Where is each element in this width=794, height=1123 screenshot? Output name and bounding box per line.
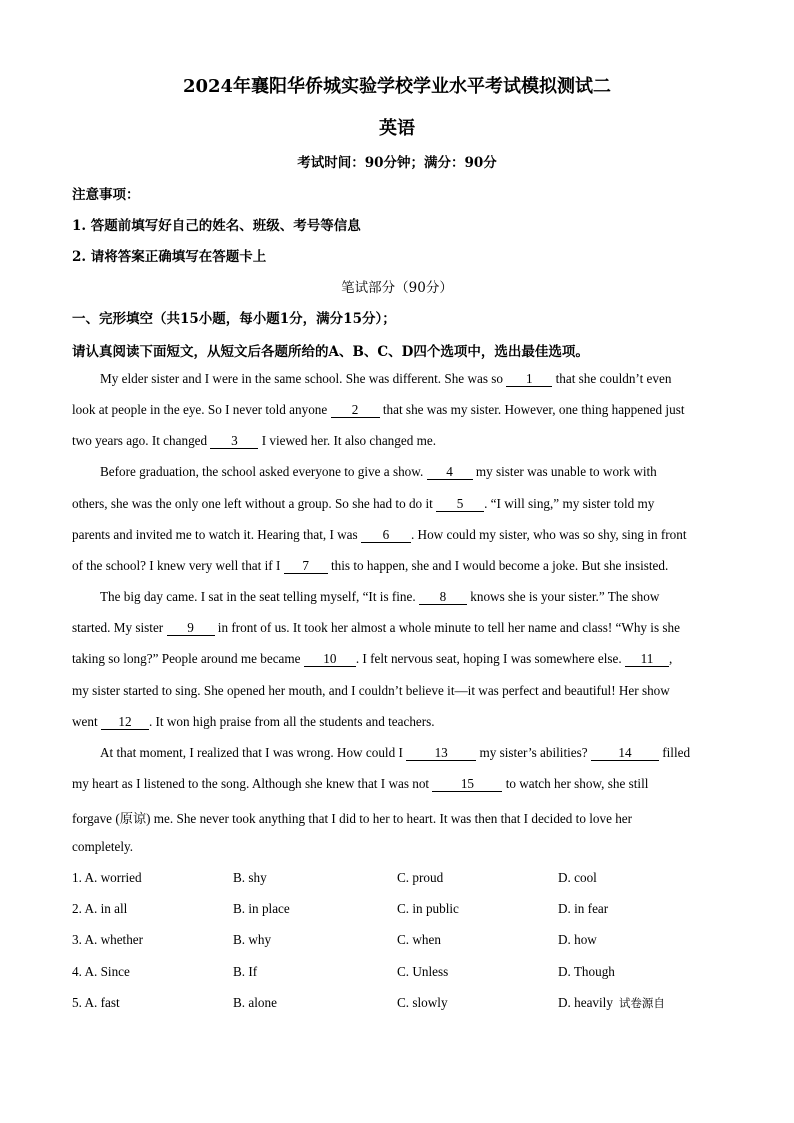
part-title: 一、完形填空（共15小题，每小题1分，满分15分）； (72, 311, 396, 327)
option-a: 2. A. in all (72, 901, 128, 916)
blank-9: 9 (167, 621, 215, 636)
note-item-2: 2. 请将答案正确填写在答题卡上 (72, 249, 267, 265)
passage-text: others, she was the only one left without a group. So she had to do it (72, 496, 437, 511)
instruction: 请认真阅读下面短文，从短文后各题所给的A、B、C、D四个选项中，选出最佳选项。 (72, 344, 589, 360)
passage-text: this to happen, she and I would become a joke. But she insisted. (327, 558, 669, 573)
option-d: D. in fear (558, 901, 609, 916)
passage-line (100, 464, 657, 480)
passage-line (72, 620, 680, 636)
blank-15: 15 (432, 777, 502, 792)
passage-line (72, 402, 684, 418)
passage-text: . “I will sing,” my sister told my (484, 496, 655, 511)
blank-5: 5 (436, 497, 484, 512)
option-b: B. alone (233, 995, 277, 1010)
passage-line: forgave (原谅) me. She never took anything that I did to her to heart. It was then that I decided to love her (72, 811, 633, 826)
blank-13: 13 (406, 746, 476, 761)
passage-text: my heart as I listened to the song. Although she knew that I was not (72, 776, 433, 791)
passage-line (100, 589, 659, 605)
passage-line (100, 745, 690, 761)
option-a: 4. A. Since (72, 964, 130, 979)
blank-7: 7 (284, 559, 328, 574)
option-b: B. If (233, 964, 258, 979)
passage-text: taking so long?” People around me became (72, 651, 304, 666)
passage-text: my sister was unable to work with (472, 464, 657, 479)
passage-line (72, 776, 648, 792)
exam-title: 2024年襄阳华侨城实验学校学业水平考试模拟测试二 (182, 76, 612, 97)
blank-6: 6 (361, 528, 411, 543)
option-d: D. cool (558, 870, 597, 885)
option-a: 1. A. worried (72, 870, 142, 885)
passage-text: . How could my sister, who was so shy, sing in front (410, 527, 687, 542)
passage-text: My elder sister and I were in the same school. She was different. She was so (100, 371, 507, 386)
blank-11: 11 (625, 652, 669, 667)
passage-text: to watch her show, she still (502, 776, 649, 791)
passage-text: my sister’s abilities? (476, 745, 591, 760)
passage-text: that she was my sister. However, one thing happened just (379, 402, 685, 417)
option-c: C. in public (397, 901, 459, 916)
exam-info: 考试时间：90分钟；满分：90分 (297, 155, 497, 171)
passage-line (72, 651, 672, 667)
passage-text: At that moment, I realized that I was wrong. How could I (100, 745, 407, 760)
blank-10: 10 (304, 652, 356, 667)
option-c: C. slowly (397, 995, 448, 1010)
passage-text: went (72, 714, 101, 729)
blank-2: 2 (331, 403, 380, 418)
passage-text: I viewed her. It also changed me. (258, 433, 437, 448)
passage-text: filled (658, 745, 691, 760)
notes-heading: 注意事项： (72, 187, 140, 203)
passage-text: parents and invited me to watch it. Hearing that, I was (72, 527, 361, 542)
passage-line: completely. (72, 839, 134, 854)
blank-4: 4 (427, 465, 473, 480)
passage-text: knows she is your sister.” The show (466, 589, 660, 604)
blank-3: 3 (210, 434, 258, 449)
passage-line: my sister started to sing. She opened her mouth, and I couldn’t believe it—it was perfect and beautiful! Her show (72, 683, 670, 698)
option-a: 5. A. fast (72, 995, 120, 1010)
passage-text: two years ago. It changed (72, 433, 211, 448)
passage-text: The big day came. I sat in the seat telling myself, “It is fine. (100, 589, 419, 604)
blank-8: 8 (419, 590, 467, 605)
passage-text: , (668, 651, 673, 666)
option-a: 3. A. whether (72, 932, 144, 947)
passage-text: started. My sister (72, 620, 167, 635)
passage-text: Before graduation, the school asked everyone to give a show. (100, 464, 427, 479)
option-b: B. in place (233, 901, 290, 916)
passage-text: of the school? I knew very well that if I (72, 558, 284, 573)
watermark-text: 试卷源自 (618, 996, 665, 1010)
passage-line (72, 433, 436, 449)
option-b: B. shy (233, 870, 267, 885)
option-d (558, 995, 665, 1011)
passage-text: that she couldn’t even (552, 371, 672, 386)
blank-1: 1 (506, 372, 552, 387)
option-d: D. Though (558, 964, 615, 979)
passage-line (72, 558, 668, 574)
passage-line (72, 496, 654, 512)
passage-text: . I felt nervous seat, hoping I was somewhere else. (355, 651, 625, 666)
passage-text: . It won high praise from all the students and teachers. (148, 714, 435, 729)
passage-line (72, 714, 435, 730)
passage-text: look at people in the eye. So I never told anyone (72, 402, 331, 417)
subject-title: 英语 (379, 118, 415, 139)
option-c: C. proud (397, 870, 444, 885)
option-c: C. when (397, 932, 441, 947)
passage-line (100, 371, 671, 387)
passage-line (72, 527, 687, 543)
passage-text: in front of us. It took her almost a whole minute to tell her name and class! “Why is she (214, 620, 680, 635)
section-title: 笔试部分（90分） (341, 280, 453, 296)
blank-12: 12 (101, 715, 149, 730)
option-b: B. why (233, 932, 272, 947)
option-c: C. Unless (397, 964, 449, 979)
blank-14: 14 (591, 746, 659, 761)
option-d-text: D. heavily (558, 995, 613, 1010)
option-d: D. how (558, 932, 597, 947)
note-item-1: 1. 答题前填写好自己的姓名、班级、考号等信息 (72, 218, 361, 234)
